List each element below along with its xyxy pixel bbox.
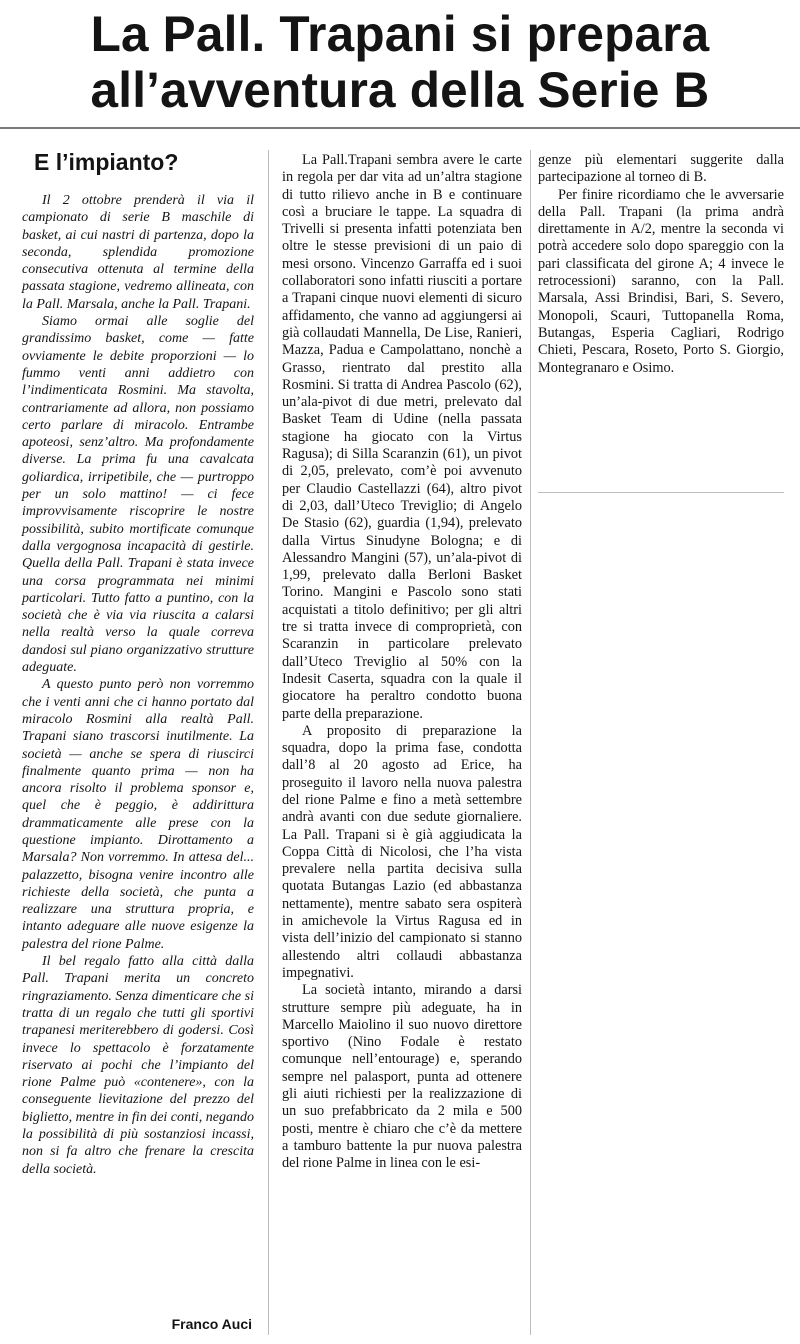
sidebar-paragraph: Il bel regalo fatto alla città dalla Pall. Trapani merita un concreto ringraziamento. Senza dimenticare che si tratta di un regalo che tutti gli sportivi trapanesi meriterebbero di godersi. Così invece lo spettacolo è forzatamente riservato ai pochi che l’impianto del rione Palme può «contenere», con la conseguente lievitazione del prezzo del biglietto, mentre in fin dei conti, negando la possibilità di più sostanziosi incassi, non si fa altro che frenare la crescita della società. [22, 954, 254, 1177]
main-paragraph: A proposito di preparazione la squadra, dopo la prima fase, condotta dall’8 al 20 agosto ad Erice, ha proseguito il lavoro nella nuova palestra del rione Palme e fino a metà settembre andrà avanti con due sedute giornaliere. La Pall. Trapani si è già aggiudicata la Coppa Città di Nicolosi, che l’ha vista prevalere nella partita decisiva sulla quotata Butangas Lazio (ed abbastanza nettamente), mentre sabato sera ospiterà in amichevole la Virtus Ragusa ed in vista dell’inizio del campionato si stanno allestendo altri collaudi abbastanza impegnativi. [282, 722, 522, 981]
headline-line-2: all’avventura della Serie B [90, 62, 710, 118]
headline [14, 6, 786, 118]
main-column [282, 152, 522, 1173]
headline-rule [0, 127, 800, 129]
main-paragraph: La Pall.Trapani sembra avere le carte in regola per dar vita ad un’altra stagione di tutto rilievo anche in B e continuare così a bruciare le tappe. La squadra di Trivelli si presenta infatti potenziata ben oltre le stesse previsioni di un paio di mesi orsono. Vincenzo Garraffa ed i suoi collaboratori sono infatti riusciti a portare a Trapani cinque nuovi elementi di sicuro affidamento, che vanno ad aggiungersi ai già collaudati Mannella, De Lise, Ranieri, Mazza, Padua e Campolattano, nonchè a Grasso, rientrato dal prestito alla Rosmini. Si tratta di Andrea Pascolo (62), un’ala-pivot di due metri, prelevato dal Basket Team di Udine (nella passata stagione ha giocato con la Virtus Ragusa); di Silla Scaranzin (61), un pivot di 2,05, prelevato, com’è poi avvenuto per Claudio Castellazzi (64), altro pivot di 2,03, dall’Uteco Treviglio; di Angelo De Stasio (62), guardia (1,94), prelevato dalla Virtus Sinudyne Bologna; e di Alessandro Mangini (57), un’ala-pivot di 1,99, prelevato dalla Berloni Basket Torino. Mangini e Pascolo sono stati acquistati a titolo definitivo; per gli altri tre si tratta invece di comproprietà, con Scaranzin in particolare prelevato dall’Uteco Treviglio al 50% con la Indesit Caserta, squadra con la quale il giocatore ha peraltro condotto buona parte della preparazione. [282, 152, 522, 722]
author-signature: Franco Auci [171, 1316, 252, 1332]
sidebar-paragraph: A questo punto però non vorremmo che i venti anni che ci hanno portato dal miracolo Rosmini alla realtà Pall. Trapani siano trascorsi inutilmente. La società — anche se spera di riuscirci finalmente quanto prima — non ha ancora risolto il problema sponsor e, quel che è peggio, è addirittura drammaticamente alle prese con la questione impianto. Dirottamento a Marsala? Non vorremmo. In attesa del... palazzetto, bisogna venire incontro alle richieste della società, che punta a realizzare una struttura propria, e intanto adeguare alle nuove esigenze la palestra del rione Palme. [22, 677, 254, 952]
article-end-rule [538, 492, 784, 493]
continuation-column [538, 152, 784, 377]
headline-line-1: La Pall. Trapani si prepara [90, 6, 710, 62]
main-paragraph: La società intanto, mirando a darsi strutture sempre più adeguate, ha in Marcello Maiolino il suo nuovo direttore sportivo (Nino Fodale è restato comunque nell’entourage) e, sperando sempre nel palasport, punta ad ottenere gli aiuti richiesti per la realizzazione di un suo prefabbricato da 2 mila e 500 posti, mentre è chiaro che c’è da mettere a tamburo battente la pur nuova palestra del rione Palme in linea con le esi- [282, 982, 522, 1172]
continuation-paragraph: Per finire ricordiamo che le avversarie della Pall. Trapani (la prima andrà direttamente in A/2, mentre la seconda vi potrà accedere solo dopo spareggio con la pari classificata del girone A; 4 invece le retrocessioni) saranno, con la Pall. Marsala, Assi Brindisi, Bari, S. Severo, Monopoli, Scauri, Tuttopanella Roma, Butangas, Esperia Cagliari, Rodrigo Chieti, Pescara, Roseto, Porto S. Giorgio, Montegranaro e Osimo. [538, 186, 784, 376]
column-divider [530, 150, 531, 1335]
sidebar-paragraph: Siamo ormai alle soglie del grandissimo basket, come — fatte ovviamente le debite proporzioni — lo fummo venti anni addietro con l’indimenticata Rosmini. Ma stavolta, contrariamente ad allora, non possiamo certo parlare di miracolo. Entrambe apoteosi, senz’altro. Ma profondamente diverse. La prima fu una cavalcata goliardica, irripetibile, che — purtroppo per un solo mattino! — ci fece improvvisamente riscoprire le nostre possibilità, subito mortificate comunque dalla vergognosa incapacità di gestirle. Quella della Pall. Trapani è stata invece una corsa programmata nei minimi particolari. Tutto fatto a puntino, con la società che è via via riuscita a calarsi nella realtà verso la quale correva dandosi sul piano organizzativo strutture adeguate. [22, 314, 254, 676]
continuation-paragraph: genze più elementari suggerite dalla partecipazione al torneo di B. [538, 152, 784, 186]
sidebar-column [22, 192, 254, 1178]
column-divider [268, 150, 269, 1335]
sidebar-title: E l’impianto? [34, 149, 179, 175]
sidebar-paragraph: Il 2 ottobre prenderà il via il campionato di serie B maschile di basket, ai cui nastri di partenza, dopo la seconda, splendida promozione consecutiva ottenuta al termine della passata stagione, vedremo allineata, con la Pall. Marsala, anche la Pall. Trapani. [22, 193, 254, 312]
